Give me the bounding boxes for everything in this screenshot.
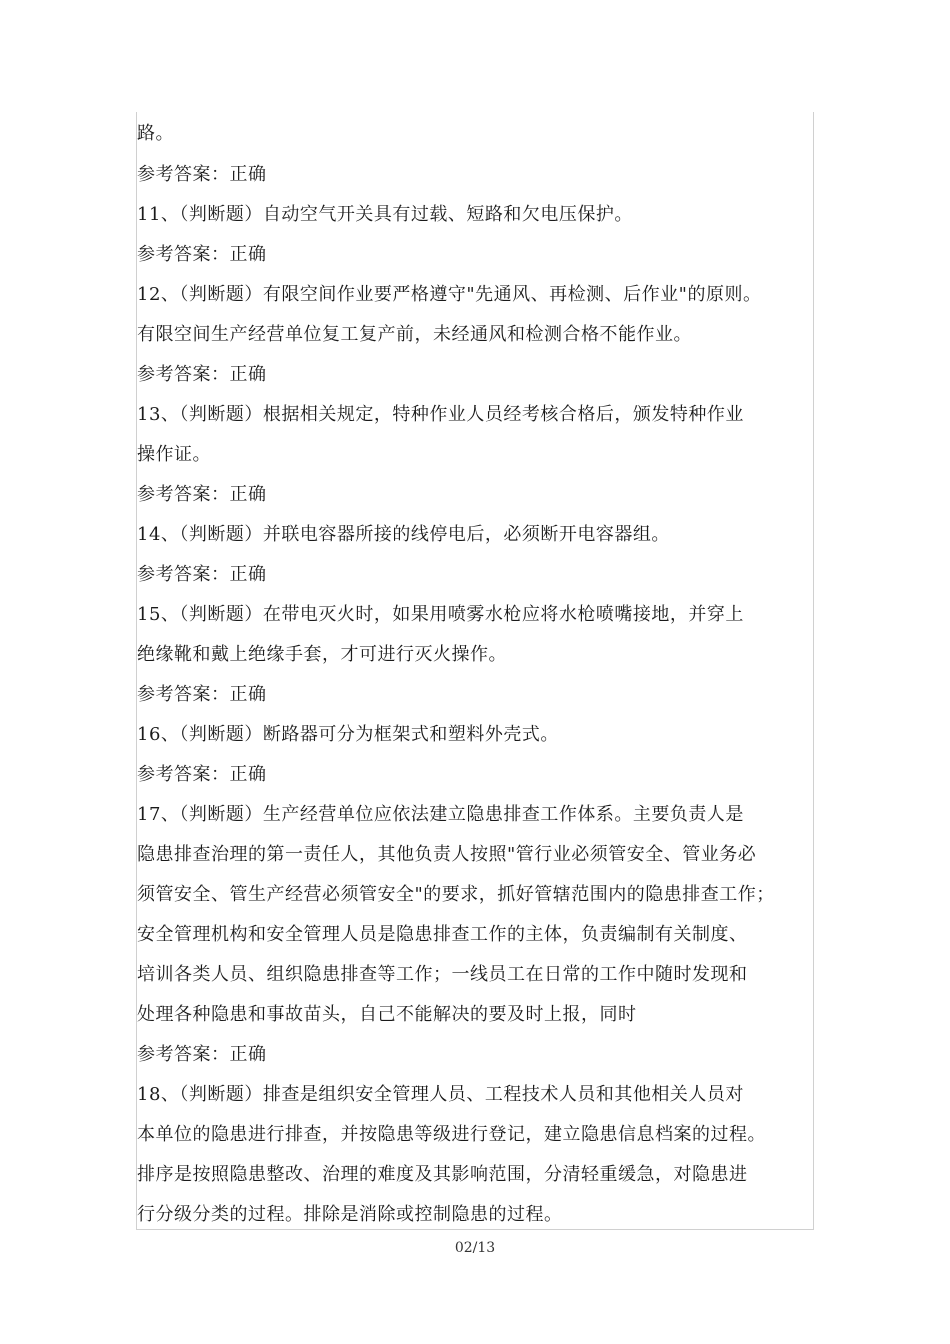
text-line: 培训各类人员、组织隐患排查等工作；一线员工在日常的工作中随时发现和 bbox=[137, 964, 748, 985]
document-content-frame bbox=[136, 112, 814, 1230]
question-line: 15、（判断题）在带电灭火时，如果用喷雾水枪应将水枪喷嘴接地，并穿上 bbox=[137, 604, 744, 625]
question-line: 12、（判断题）有限空间作业要严格遵守"先通风、再检测、后作业"的原则。 bbox=[137, 284, 762, 305]
text-line: 行分级分类的过程。排除是消除或控制隐患的过程。 bbox=[137, 1204, 563, 1225]
answer-line: 参考答案：正确 bbox=[137, 484, 267, 505]
question-line: 11、（判断题）自动空气开关具有过载、短路和欠电压保护。 bbox=[137, 204, 633, 225]
page-number: 02/13 bbox=[454, 1240, 496, 1256]
text-line: 处理各种隐患和事故苗头，自己不能解决的要及时上报，同时 bbox=[137, 1004, 637, 1025]
answer-line: 参考答案：正确 bbox=[137, 564, 267, 585]
text-line: 绝缘靴和戴上绝缘手套，才可进行灭火操作。 bbox=[137, 644, 507, 665]
answer-line: 参考答案：正确 bbox=[137, 1044, 267, 1065]
question-line: 16、（判断题）断路器可分为框架式和塑料外壳式。 bbox=[137, 724, 559, 745]
text-line: 本单位的隐患进行排查，并按隐患等级进行登记，建立隐患信息档案的过程。 bbox=[137, 1124, 766, 1145]
question-line: 14、（判断题）并联电容器所接的线停电后，必须断开电容器组。 bbox=[137, 524, 670, 545]
answer-line: 参考答案：正确 bbox=[137, 244, 267, 265]
text-line: 有限空间生产经营单位复工复产前，未经通风和检测合格不能作业。 bbox=[137, 324, 692, 345]
question-line: 13、（判断题）根据相关规定，特种作业人员经考核合格后，颁发特种作业 bbox=[137, 404, 744, 425]
question-line: 18、（判断题）排查是组织安全管理人员、工程技术人员和其他相关人员对 bbox=[137, 1084, 744, 1105]
text-line: 路。 bbox=[137, 123, 174, 144]
answer-line: 参考答案：正确 bbox=[137, 764, 267, 785]
text-line: 须管安全、管生产经营必须管安全"的要求，抓好管辖范围内的隐患排查工作； bbox=[137, 884, 775, 905]
answer-line: 参考答案：正确 bbox=[137, 684, 267, 705]
text-line: 操作证。 bbox=[137, 444, 211, 465]
text-line: 排序是按照隐患整改、治理的难度及其影响范围，分清轻重缓急，对隐患进 bbox=[137, 1164, 748, 1185]
text-line: 安全管理机构和安全管理人员是隐患排查工作的主体，负责编制有关制度、 bbox=[137, 924, 748, 945]
text-line: 隐患排查治理的第一责任人，其他负责人按照"管行业必须管安全、管业务必 bbox=[137, 844, 757, 865]
answer-line: 参考答案：正确 bbox=[137, 364, 267, 385]
question-line: 17、（判断题）生产经营单位应依法建立隐患排查工作体系。主要负责人是 bbox=[137, 804, 744, 825]
answer-line: 参考答案：正确 bbox=[137, 164, 267, 185]
